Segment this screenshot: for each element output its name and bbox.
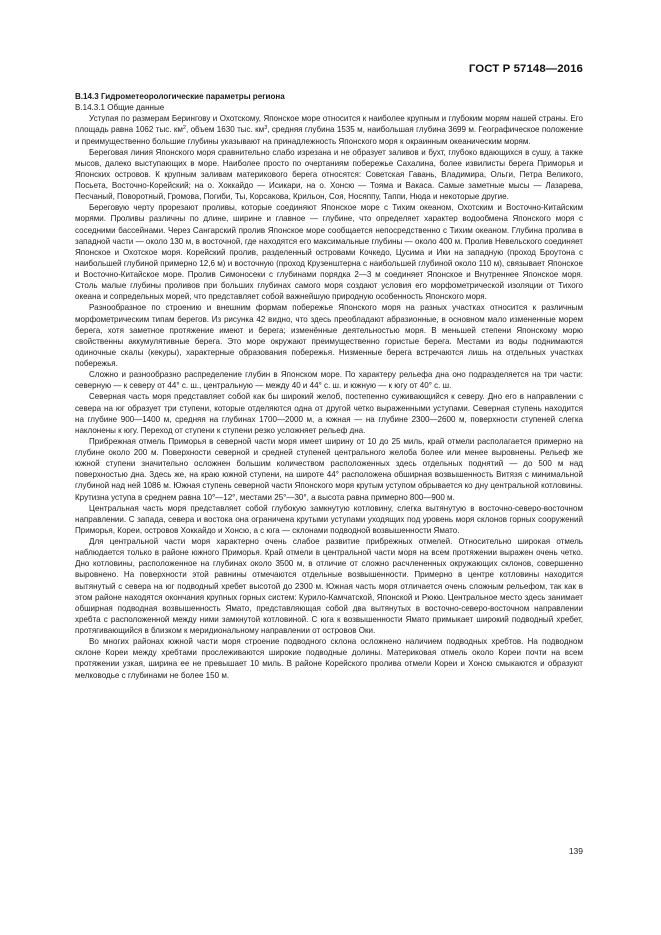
page-number: 139 <box>568 846 583 856</box>
section-title: В.14.3 Гидрометеорологические параметры региона <box>75 92 285 101</box>
paragraph-coast-types: Разнообразное по строению и внешним формам побережье Японского моря на разных участках относится к различным морфометрическим типам берегов. Из рисунка 42 видно, что здесь преобладают абразионные, в основном мало измененные морем берега, хотя заметное протяжение имеют и берега; изменённые деятельностью моря. В меньшей степени Японскому морю свойственны аккумулятивные берега. Это море окружают преимущественно гористые берега. Местами из воды поднимаются одиночные скалы (кекуры), характерные образования побережья. Низменные берега встречаются лишь на отдельных участках побережья. <box>75 303 583 368</box>
paragraph-southern-part: Во многих районах южной части моря строение подводного склона осложнено наличием подводных хребтов. На подводном склоне Кореи между хребтами прослеживаются широкие подводные долины. Материковая отмель около Кореи почти на всем протяжении узкая, ширина ее не превышает 10 миль. В районе Корейского пролива отмели Кореи и Хонсю смыкаются и образуют мелководье с глубинами не более 150 м. <box>75 637 583 680</box>
subsection-title: В.14.3.1 Общие данные <box>75 103 165 113</box>
document-body <box>75 91 583 681</box>
paragraph-area-depth <box>75 113 583 146</box>
paragraph-coastline: Береговая линия Японского моря сравнительно слабо изрезана и не образует заливов и бухт, глубоко вдающихся в сушу, а также мысов, далеко выступающих в море. Наиболее просто по очертаниям побережье Сахалина, более извилисты берега Приморья и Японских островов. К крупным заливам материкового берега относятся: Советская Гавань, Владимира, Ольги, Петра Великого, Посьета, Восточно-Корейский; на о. Хоккайдо — Исикари, на о. Хонсю — Тояма и Вакаса. Самые заметные мысы — Лазарева, Песчаный, Поворотный, Громова, Погиби, Ты, Корсакова, Крильон, Соя, Носяппу, Таппи, Нюда и некоторые другие. <box>75 147 583 202</box>
paragraph-depth-distribution: Сложно и разнообразно распределение глубин в Японском море. По характеру рельефа дна оно подразделяется на три части: северную — к северу от 44° с. ш., центральную — между 40 и 44° с. ш. и южную — к югу от 40° с. ш. <box>75 370 583 391</box>
paragraph-text: , средняя глубина 1535 м, наибольшая глубина 3699 м. Географическое положение и преимущественно большие глубины указывают на принадлежность Японского моря к окраинным океаническим морям. <box>75 125 583 146</box>
paragraph-text: , объем 1630 тыс. км <box>185 125 265 135</box>
document-code-header: ГОСТ Р 57148—2016 <box>468 63 583 75</box>
superscript: 2 <box>182 125 186 132</box>
paragraph-straits: Береговую черту прорезают проливы, которые соединяют Японское море с Тихим океаном, Охотским и Восточно-Китайским морями. Проливы различны по длине, ширине и главное — глубине, что определяет характер водообмена Японского моря с соседними бассейнами. Через Сангарский пролив Японское море сообщается непосредственно с Тихим океаном. Глубина пролива в западной части — около 130 м, в восточной, где находятся его максимальные глубины — около 400 м. Пролив Невельского соединяет Японское и Охотское моря. Корейский пролив, разделенный островами Кочкедо, Цусима и Ики на западную (проход Броутона с наибольшей глубиной примерно 12,6 м) и восточную (проход Крузенштерна с наибольшей глубиной около 110 м), связывает Японское и Восточно-Китайское море. Пролив Симоносеки с глубинами порядка 2—3 м соединяет Японское и Внутреннее Японское моря. Столь малые глубины проливов при больших глубинах самого моря создают условия его морфометрической изоляции от Тихого океана и сопредельных морей, что представляет собой важнейшую природную особенность Японского моря. <box>75 203 583 302</box>
paragraph-central-part: Центральная часть моря представляет собой глубокую замкнутую котловину, слегка вытянутую в восточно-северо-восточном направлении. С запада, севера и востока она ограничена крутыми уступами уходящих под уровень моря склонов горных сооружений Приморья, Кореи, островов Хоккайдо и Хонсю, а с юга — склонами подводной возвышенности Ямато. <box>75 503 583 535</box>
paragraph-central-shelf: Для центральной части моря характерно очень слабое развитие прибрежных отмелей. Относительно широкая отмель наблюдается только в районе южного Приморья. Край отмели в центральной части моря на всем протяжении выражен очень четко. Дно котловины, расположенное на глубинах около 3500 м, в отличие от сложно расчлененных окружающих склонов, совершенно выровнено. На поверхности этой равнины отмечаются отдельные возвышенности. Примерно в центре котловины находится вытянутый с севера на юг подводный хребет высотой до 2300 м. Южная часть моря отличается очень сложным рельефом, так как в этом районе находятся окончания крупных горных систем: Курило-Камчатской, Японской и Рюкю. Центральное место здесь занимает обширная подводная возвышенность Ямато, представляющая собой два вытянутых в восточно-северо-восточном направлении хребта с расположенной между ними замкнутой котловиной. С юга к возвышенности Ямато примыкает широкий подводный хребет, протягивающийся в близком к меридиональному направлении от островов Оки. <box>75 537 583 635</box>
paragraph-primorye-shelf: Прибрежная отмель Приморья в северной части моря имеет ширину от 10 до 25 миль, край отмели располагается примерно на глубине около 200 м. Поверхности северной и средней ступеней центрального желоба более или менее выровнены. Рельеф же южной ступени значительно осложнен большим количеством расположенных здесь отдельных поднятий — до 500 м над поверхностью дна. Здесь же, на краю южной ступени, на широте 44° расположена обширная возвышенность Витязя с минимальной глубиной над ней 1086 м. Южная ступень северной части Японского моря крутым уступом обрывается ко дну центральной котловины. Крутизна уступа в среднем равна 10°—12°, местами 25°—30°, а высота равна примерно 800—900 м. <box>75 436 583 502</box>
paragraph-northern-part: Северная часть моря представляет собой как бы широкий желоб, постепенно суживающийся к северу. Дно его в направлении с севера на юг образует три ступени, которые отделяются одна от другой четко выраженными уступами. Северная ступень находится на глубине 900—1400 м, средняя на глубинах 1700—2000 м, а южная — на глубине 2300—2600 м, поверхности ступеней слегка наклонены к югу. Переход от ступени к ступени резко усложняет рельеф дна. <box>75 392 583 435</box>
superscript: 3 <box>264 125 268 132</box>
paragraph-text: Уступая по размерам Берингову и Охотскому, Японское море относится к наиболее крупным и глубоким морям нашей страны. Его площадь равна 1062 тыс. км <box>75 114 583 135</box>
